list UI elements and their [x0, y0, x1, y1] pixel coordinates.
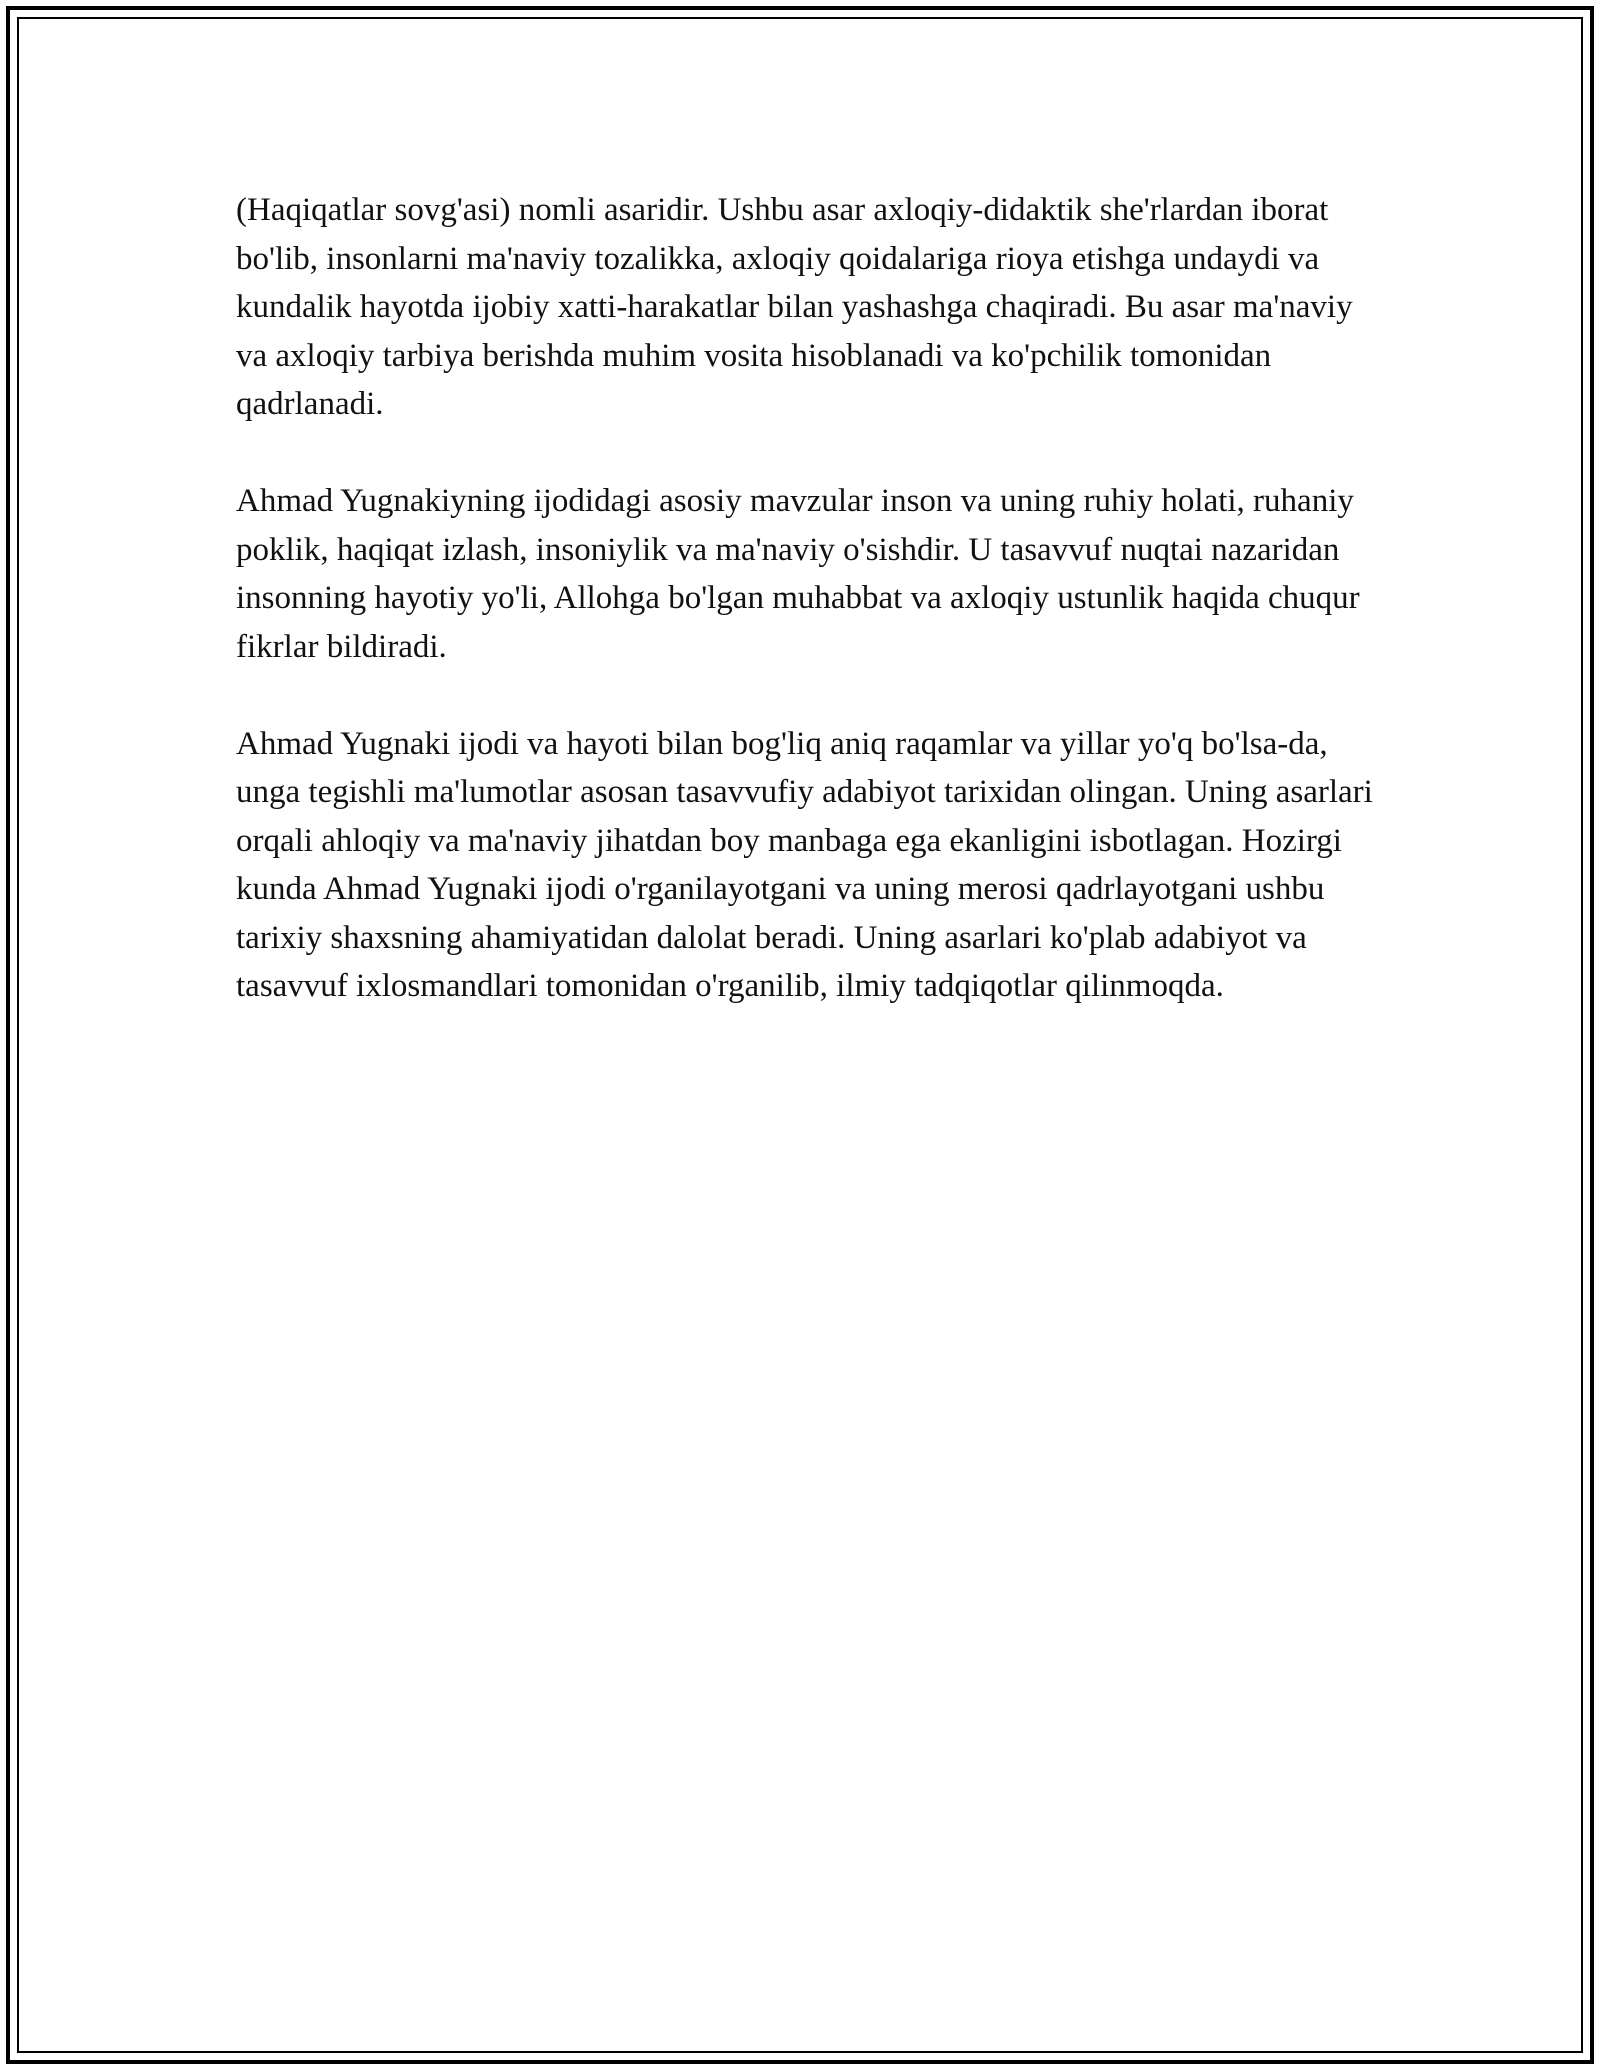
- paragraph-2: Ahmad Yugnakiyning ijodidagi asosiy mavzular inson va uning ruhiy holati, ruhaniy poklik, haqiqat izlash, insoniylik va ma'naviy o'sishdir. U tasavvuf nuqtai nazaridan insonning hayotiy yo'li, Allohga bo'lgan muhabbat va axloqiy ustunlik haqida chuqur fikrlar bildiradi.: [236, 483, 1360, 665]
- paragraph-3: Ahmad Yugnaki ijodi va hayoti bilan bog'liq aniq raqamlar va yillar yo'q bo'lsa-da, unga tegishli ma'lumotlar asosan tasavvufiy adabiyot tarixidan olingan. Uning asarlari orqali ahloqiy va ma'naviy jihatdan boy manbaga ega ekanligini isbotlagan. Hozirgi kunda Ahmad Yugnaki ijodi o'rganilayotgani va uning merosi qadrlayotgani ushbu tarixiy shaxsning ahamiyatidan dalolat beradi. Uning asarlari ko'plab adabiyot va tasavvuf ixlosmandlari tomonidan o'rganilib, ilmiy tadqiqotlar qilinmoqda.: [236, 725, 1373, 1004]
- paragraph-1: (Haqiqatlar sovg'asi) nomli asaridir. Ushbu asar axloqiy-didaktik she'rlardan iborat bo'lib, insonlarni ma'naviy tozalikka, axloqiy qoidalariga rioya etishga undaydi va kundalik hayotda ijobiy xatti-harakatlar bilan yashashga chaqiradi. Bu asar ma'naviy va axloqiy tarbiya berishda muhim vosita hisoblanadi va ko'pchilik tomonidan qadrlanadi.: [236, 192, 1353, 422]
- document-body: [236, 186, 1376, 1059]
